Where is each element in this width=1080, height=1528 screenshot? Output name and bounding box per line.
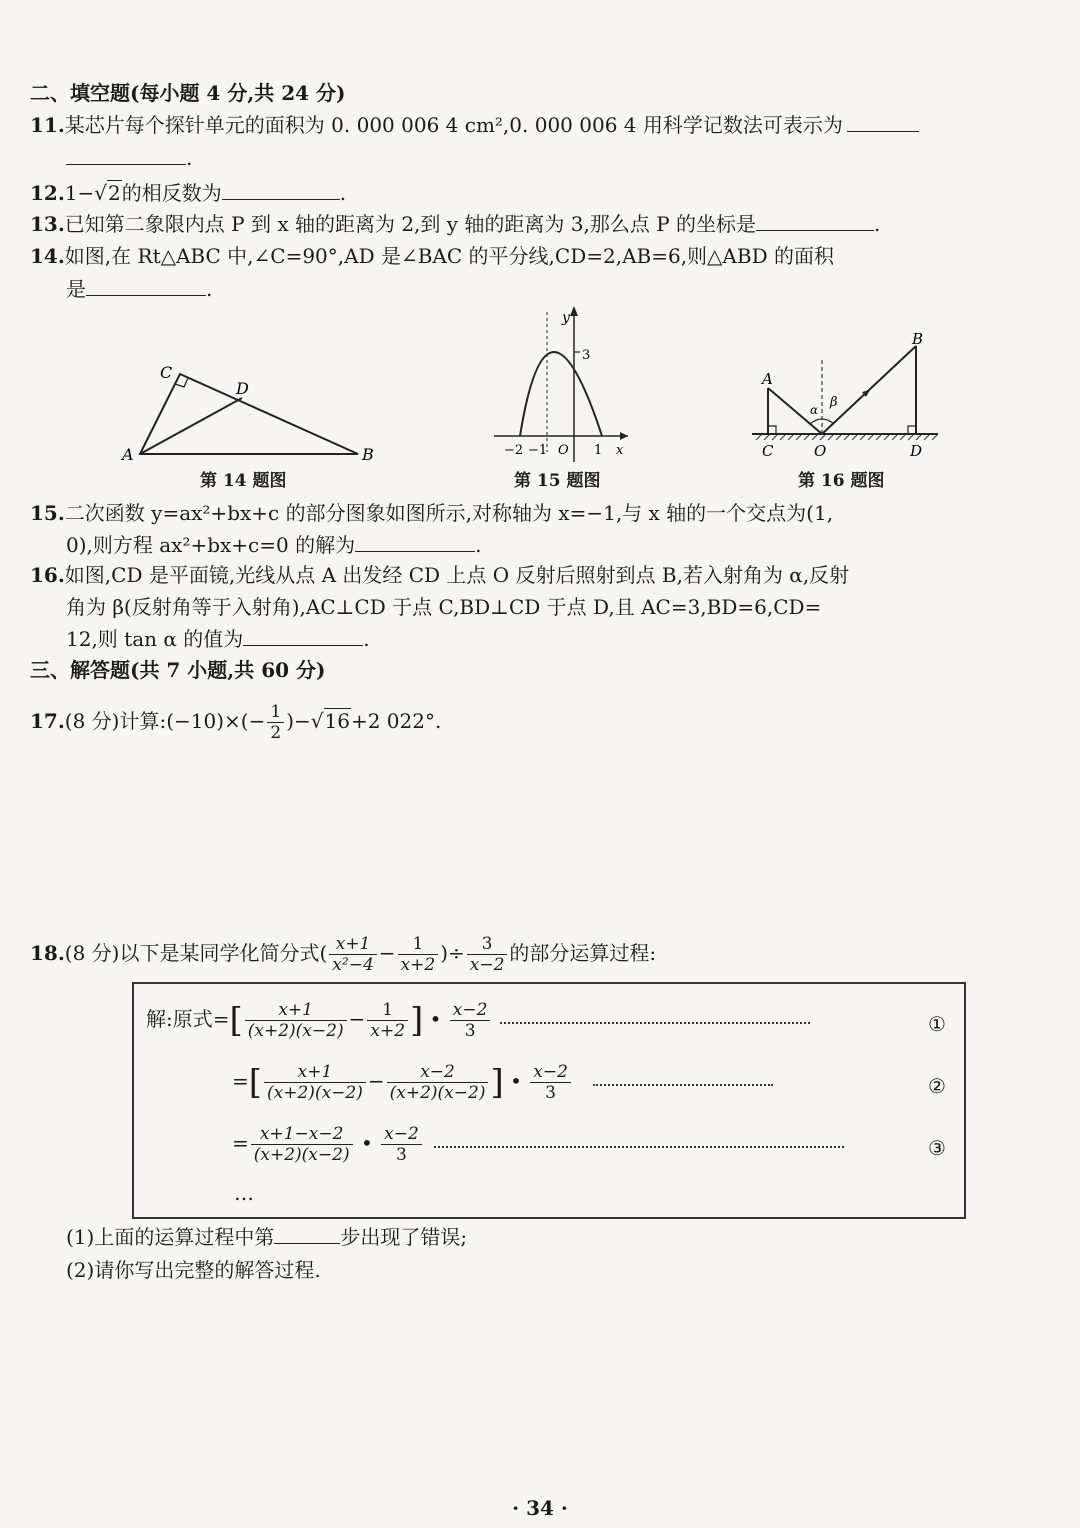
answer-blank[interactable] xyxy=(274,1225,340,1244)
figure-15-caption: 第 15 题图 xyxy=(514,471,601,491)
step-marker-2: ② xyxy=(928,1074,946,1098)
question-14-line2: 是 . xyxy=(66,277,213,301)
label-b: B xyxy=(362,445,374,464)
step-marker-1: ① xyxy=(928,1012,946,1036)
solution-step-3: = $\frac{x+1-x-2}{(x+2)(x-2)}$ • $\frac{x-2}{3}$ xyxy=(232,1124,844,1165)
label-alpha: α xyxy=(810,403,819,417)
label-a: A xyxy=(762,370,773,388)
label-d: D xyxy=(236,379,249,398)
solution-step-2: =[ $\frac{x+1}{(x+2)(x-2)}$ − $\frac{x-2}{(x+2)(x-2)}$ ] • $\frac{x-2}{3}$ xyxy=(232,1062,773,1103)
label-b: B xyxy=(912,330,924,348)
label-o: O xyxy=(814,442,827,460)
question-18: 18.(8 分)以下是某同学化简分式( $\frac{x+1}{\text{x²−4}}$ − $\frac{1}{x+2}$ )÷ $\frac{3}{x-2}$ 的部分运算过程: xyxy=(30,934,657,975)
label-c: C xyxy=(762,442,774,460)
question-16: 16.如图,CD 是平面镜,光线从点 A 出发经 CD 上点 O 反射后照射到点 B,若入射角为 α,反射 xyxy=(30,563,850,587)
answer-blank[interactable] xyxy=(66,146,186,165)
answer-blank[interactable] xyxy=(243,627,363,646)
figure-15 xyxy=(488,302,638,468)
axis-y-label: y xyxy=(562,310,570,326)
question-15-line2: 0),则方程 ax²+bx+c=0 的解为 . xyxy=(66,533,482,557)
question-17: 17.(8 分)计算:(−10)×(− $\frac{1}{2}$ )−√16+2 022°. xyxy=(30,702,442,743)
figure-14-caption: 第 14 题图 xyxy=(200,471,287,491)
question-12: 12.1−√2的相反数为 . xyxy=(30,181,347,205)
section-title: 二、填空题(每小题 4 分,共 24 分) xyxy=(30,81,346,105)
question-13: 13.已知第二象限内点 P 到 x 轴的距离为 2,到 y 轴的距离为 3,那么点 P 的坐标是 . xyxy=(30,212,881,236)
answer-blank[interactable] xyxy=(355,533,475,552)
origin-label: O xyxy=(558,443,569,458)
question-18-sub2: (2)请你写出完整的解答过程. xyxy=(66,1258,321,1282)
answer-blank[interactable] xyxy=(847,113,919,132)
solution-step-1: 解:原式=[ $\frac{x+1}{(x+2)(x-2)}$ − $\frac{1}{x+2}$ ] • $\frac{x-2}{3}$ xyxy=(146,1000,810,1041)
solution-ellipsis: … xyxy=(234,1181,254,1205)
solution-box xyxy=(132,982,966,1219)
page-number: · 34 · xyxy=(512,1496,568,1520)
question-11: 11.某芯片每个探针单元的面积为 0. 000 006 4 cm²,0. 000 006 4 用科学记数法可表示为 xyxy=(30,112,919,138)
figure-16 xyxy=(748,330,944,464)
figure-14 xyxy=(118,360,388,470)
label-c: C xyxy=(160,363,173,382)
question-15: 15.二次函数 y=ax²+bx+c 的部分图象如图所示,对称轴为 x=−1,与 x 轴的一个交点为(1, xyxy=(30,501,834,525)
label-beta: β xyxy=(830,395,838,410)
step-marker-3: ③ xyxy=(928,1136,946,1160)
figure-16-caption: 第 16 题图 xyxy=(798,471,885,491)
question-14: 14.如图,在 Rt△ABC 中,∠C=90°,AD 是∠BAC 的平分线,CD=2,AB=6,则△ABD 的面积 xyxy=(30,244,834,268)
question-16-line2: 角为 β(反射角等于入射角),AC⊥CD 于点 C,BD⊥CD 于点 D,且 AC=3,BD=6,CD= xyxy=(66,595,822,619)
label-d: D xyxy=(910,442,923,460)
label-neg1: −1 xyxy=(528,443,548,458)
label-a: A xyxy=(122,445,134,464)
question-11-line2: . xyxy=(66,145,192,171)
label-1: 1 xyxy=(594,443,603,458)
answer-blank[interactable] xyxy=(86,277,206,296)
axis-x-label: x xyxy=(616,443,624,458)
answer-blank[interactable] xyxy=(756,212,874,231)
section-title: 三、解答题(共 7 小题,共 60 分) xyxy=(30,658,326,682)
label-neg2: −2 xyxy=(504,443,524,458)
answer-blank[interactable] xyxy=(222,181,340,200)
question-18-sub1: (1)上面的运算过程中第 步出现了错误; xyxy=(66,1225,468,1249)
label-3: 3 xyxy=(582,348,591,363)
question-16-line3: 12,则 tan α 的值为 . xyxy=(66,627,370,651)
